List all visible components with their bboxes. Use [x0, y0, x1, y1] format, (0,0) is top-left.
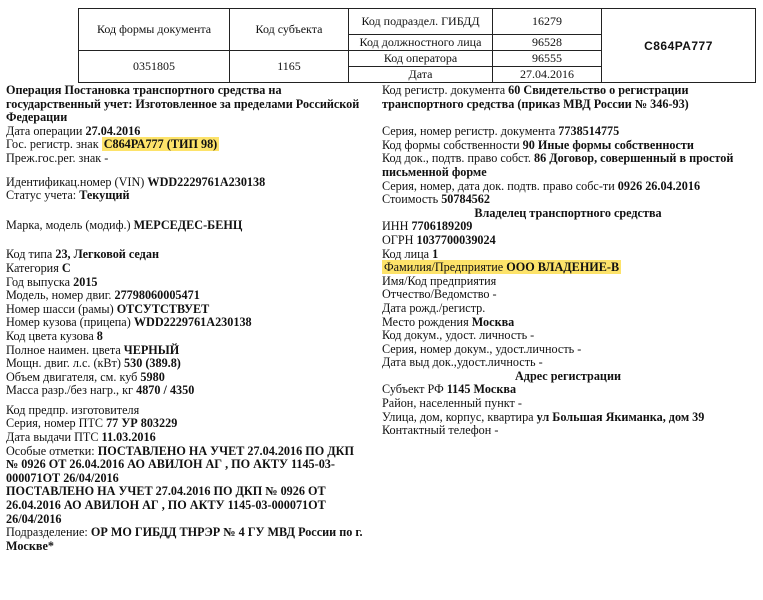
- pts-date-row: Дата выдачи ПТС 11.03.2016: [6, 430, 156, 445]
- maker-row: Код предпр. изготовителя: [6, 402, 140, 417]
- operation-text: Операция Постановка транспортного средства на государственный учет: Изготовленное за пределами Российской Федерации: [6, 83, 360, 125]
- mass-row: Масса разр./без нагр., кг 4870 / 4350: [6, 383, 195, 398]
- color-name-row: Полное наимен. цвета ЧЕРНЫЙ: [6, 342, 180, 357]
- type-row: Код типа 23, Легковой седан: [6, 247, 159, 262]
- plate-highlight: С864РА777 (ТИП 98): [103, 137, 218, 152]
- gibdd-div-label: Код подраздел. ГИБДД: [349, 9, 493, 35]
- date-label: Дата: [349, 67, 493, 83]
- subject-code-value: 1165: [230, 51, 349, 83]
- notes-row: Особые отметки: ПОСТАВЛЕНО НА УЧЕТ 27.04.2016 ПО ДКП № 0926 ОТ 26.04.2016 АО АВИЛОН АГ , ПО АКТУ 1145-03-000071ОТ 26/04/2016: [6, 443, 354, 485]
- vehicle-section: [6, 84, 366, 553]
- notes-row-2: ПОСТАВЛЕНО НА УЧЕТ 27.04.2016 ПО ДКП № 0926 ОТ 26.04.2016 АО АВИЛОН АГ , ПО АКТУ 1145-03-000071ОТ 26/04/2016: [6, 484, 326, 526]
- form-code-value: 0351805: [79, 51, 230, 83]
- own-doc-series-row: Серия, номер, дата док. подтв. право собс-ти 0926 26.04.2016: [382, 178, 701, 193]
- make-row: Марка, модель (модиф.) МЕРСЕДЕС-БЕНЦ: [6, 217, 243, 232]
- district-row: Район, населенный пункт -: [382, 396, 522, 411]
- subject-code-label: Код субъекта: [230, 9, 349, 51]
- power-row: Мощн. двиг. л.с. (кВт) 530 (389.8): [6, 356, 181, 371]
- own-form-row: Код формы собственности 90 Иные формы собственности: [382, 137, 694, 152]
- address-header: Адрес регистрации: [515, 368, 621, 383]
- plate-row: Гос. регистр. знак С864РА777 (ТИП 98): [6, 137, 218, 152]
- inn-row: ИНН 7706189209: [382, 219, 473, 234]
- form-code-label: Код формы документа: [79, 9, 230, 51]
- plate-number: С864РА777: [602, 9, 756, 83]
- phone-row: Контактный телефон -: [382, 423, 499, 438]
- subject-row: Субъект РФ 1145 Москва: [382, 382, 517, 397]
- ogrn-row: ОГРН 1037700039024: [382, 232, 496, 247]
- status-row: Статус учета: Текущий: [6, 188, 130, 203]
- year-row: Год выпуска 2015: [6, 274, 98, 289]
- pts-row: Серия, номер ПТС 77 УР 803229: [6, 416, 178, 431]
- operator-code-value: 96555: [493, 51, 602, 67]
- company-row: [382, 261, 754, 275]
- id-code-row: Код докум., удост. личность -: [382, 328, 535, 343]
- birthdate-row: Дата рожд./регистр.: [382, 300, 486, 315]
- reg-doc-row: Код регистр. документа 60 Свидетельство о регистрации транспортного средства (приказ МВД России № 346-93): [382, 83, 689, 111]
- gibdd-div-value: 16279: [493, 9, 602, 35]
- company-highlight: Фамилия/Предприятие ООО ВЛАДЕНИЕ-В: [384, 260, 620, 275]
- patronymic-row: Отчество/Ведомство -: [382, 287, 497, 302]
- date-value: 27.04.2016: [493, 67, 602, 83]
- id-series-row: Серия, номер докум., удост.личность -: [382, 341, 582, 356]
- owner-section: [382, 84, 754, 438]
- op-date-row: Дата операции 27.04.2016: [6, 123, 141, 138]
- own-doc-row: Код док., подтв. право собст. 86 Договор, совершенный в простой письменной форме: [382, 151, 734, 179]
- header-table: [78, 8, 756, 82]
- color-code-row: Код цвета кузова 8: [6, 328, 103, 343]
- volume-row: Объем двигателя, см. куб 5980: [6, 369, 165, 384]
- id-date-row: Дата выд док.,удост.личность -: [382, 355, 543, 370]
- prev-plate-row: Преж.гос.рег. знак -: [6, 150, 109, 165]
- chassis-row: Номер шасси (рамы) ОТСУТСТВУЕТ: [6, 301, 210, 316]
- street-row: Улица, дом, корпус, квартира ул Большая Якиманка, дом 39: [382, 409, 705, 424]
- owner-header: Владелец транспортного средства: [474, 205, 662, 220]
- division-row: Подразделение: ОР МО ГИБДД ТНРЭР № 4 ГУ МВД России по г. Москве*: [6, 525, 363, 553]
- vin-row: Идентификац.номер (VIN) WDD2229761A230138: [6, 174, 266, 189]
- person-code-row: Код лица 1: [382, 246, 439, 261]
- birthplace-row: Место рождения Москва: [382, 314, 515, 329]
- operator-code-label: Код оператора: [349, 51, 493, 67]
- category-row: Категория С: [6, 260, 71, 275]
- engine-row: Модель, номер двиг. 27798060005471: [6, 288, 200, 303]
- series-row: Серия, номер регистр. документа 7738514775: [382, 124, 620, 139]
- officer-code-label: Код должностного лица: [349, 35, 493, 51]
- cost-row: Стоимость 50784562: [382, 192, 490, 207]
- body-row: Номер кузова (прицепа) WDD2229761A230138: [6, 315, 252, 330]
- name-row: Имя/Код предприятия: [382, 273, 497, 288]
- officer-code-value: 96528: [493, 35, 602, 51]
